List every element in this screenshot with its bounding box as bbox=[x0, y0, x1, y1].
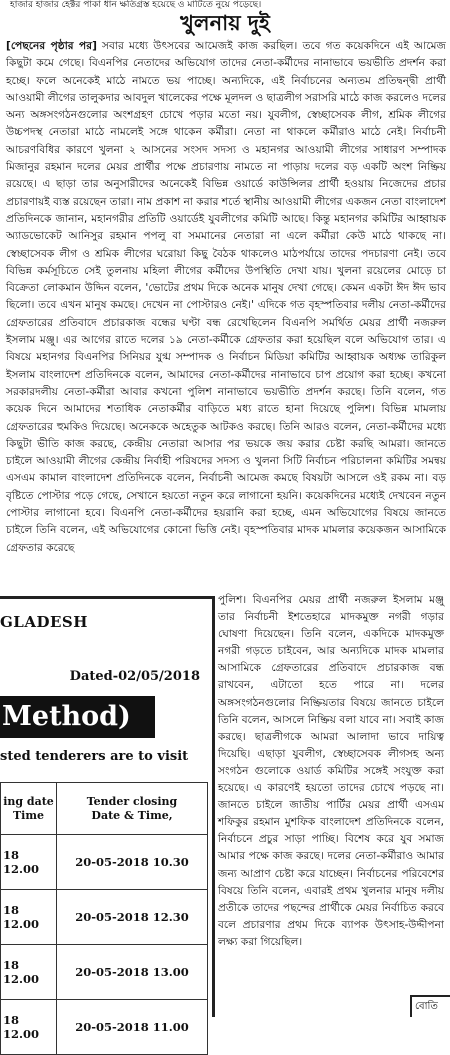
article-paragraph: পুলিশ। বিএনপির মেয়র প্রার্থী নজরুল ইসলাম মঞ্জু তার নির্বাচনী ইশতেহারে মাদকমুক্ত নগরী গড়ার ঘোষণা দিয়েছেন। তিনি বলেন, একদিকে মাদকমুক্ত নগরী গড়তে চাইবেন, আর অন্যদিকে মাদক মামলার আসামিকে গ্রেফতারের প্রতিবাদে প্রচারকাজ বন্ধ রাখবেন, এটাতো হতে পারে না। দলের অঙ্গসংগঠনগুলোর নিষ্ক্রিয়তার বিষয়ে জানতে চাইলে তিনি বলেন, আসলে নিষ্ক্রিয় বলা যাবে না। সবাই কাজ করছে। ছাত্রলীগকে আমরা আলাদা ভাবে দায়িত্ব দিয়েছি। এছাড়া যুবলীগ, স্বেচ্ছাসেবক লীগসহ অন্য সংগঠন গুলোকে ওয়ার্ড কমিটির সঙ্গেই সংযুক্ত করা হয়েছে। এ কারণেই হয়তো তাদের চোখে পড়ছে না। জানতে চাইলে জাতীয় পার্টির মেয়র প্রার্থী এসএম শফিকুর রহমান মুশফিক বাংলাদেশ প্রতিদিনকে বলেন, নির্বাচনে প্রচুর সাড়া পাচ্ছি। বিশেষ করে যুব সমাজ আমার পক্ষে কাজ করছে। দলের নেতা-কর্মীরাও আমার জন্য আপ্রাণ চেষ্টা করে যাচ্ছেন। নির্বাচনের পরিবেশের বিষয়ে তিনি বলেন, এবারই প্রথম খুলনার মানুষ দলীয় প্রতীকে তাদের পছন্দের প্রার্থীকে মেয়র নির্বাচিত করবে বলে প্রচারণার প্রথম দিকে ব্যাপক উৎসাহ-উদ্দীপনা লক্ষ্য করা গিয়েছিল। bbox=[218, 594, 444, 948]
tender-schedule-table bbox=[0, 782, 208, 1055]
closing-time-cell: 20-05-2018 13.00 bbox=[57, 945, 208, 1000]
closing-time-cell: 20-05-2018 12.30 bbox=[57, 890, 208, 945]
article-paragraph bbox=[6, 38, 446, 557]
closing-date-header: Tender closing Date & Time, bbox=[57, 783, 208, 835]
method-banner: Method) bbox=[0, 696, 155, 738]
article-body-right bbox=[218, 592, 444, 1017]
article-text: সবার মধ্যে উৎসবের আমেজই কাজ করছিল। তবে গত কয়েকদিনে এই আমেজ কিছুটা কমে গেছে। বিএনপির নেতাদের অভিযোগ তাদের নেতা-কর্মীদের নানাভাবে ভয়ভীতি প্রদর্শন করা হচ্ছে। ফলে অনেকেই মাঠে নামতে ভয় পাচ্ছে। অন্যদিকে, এই নির্বাচনের অন্যতম প্রতিদ্বন্দ্বী প্রার্থী আওয়ামী লীগের তালুকদার আবদুল খালেকের পক্ষে মূলদল ও ছাত্রলীগ সরাসরি মাঠে কাজ করলেও দলের অন্য অঙ্গসংগঠনগুলোর অংশগ্রহণ চোখে পড়ার মতো নয়। যুবলীগ, স্বেচ্ছাসেবক লীগ, শ্রমিক লীগের উচ্চপদস্থ নেতারা মাঠে নামলেই সঙ্গে থাকেন কর্মীরা। নেতা না থাকলে কর্মীরাও মাঠে নেই। নির্বাচনী আচরণবিধির কারণে খুলনা ২ আসনের সংসদ সদস্য ও মহানগর আওয়ামী লীগের সাধারণ সম্পাদক মিজানুর রহমান দলের মেয়র প্রার্থীর পক্ষে প্রচারণায় নামতে না পাড়ায় দলের বড় একটি অংশ নিষ্ক্রিয় রয়েছে। এ ছাড়া তার অনুসারীদের অনেকেই বিভিন্ন ওয়ার্ডে কাউন্সিলর প্রার্থী হওয়ায় নিজেদের প্রচার প্রচারণায়ই ব্যস্ত রয়েছেন তারা। নাম প্রকাশ না করার শর্তে স্থানীয় আওয়ামী লীগের একজন নেতা বাংলাদেশ প্রতিদিনকে জানান, মহানগরীর প্রতিটি ওয়ার্ডেই যুবলীগের কমিটি আছে। কিন্তু মহানগর কমিটির আহ্বায়ক অ্যাডভোকেট আনিসুর রহমান পপলু বা সমমানের নেতারা না এলে কর্মীরা কেউ মাঠে থাকছে না। স্বেচ্ছাসেবক লীগ ও শ্রমিক লীগের ঘরোয়া কিছু বৈঠক থাকলেও মাঠপর্যায়ে তাদের পদচারণা নেই। তবে বিভিন্ন কর্মসূচিতে সেই তুলনায় মহিলা লীগের কর্মীদের উপস্থিতি দেখা যায়। খুলনা রয়েলের মোড়ে চা বিক্রেতা লোকমান উদ্দিন বলেন, 'ভোটের প্রথম দিকে অনেক মানুষ দেখা গেছে। কেমন একটা ঈদ ঈদ ভাব ছিলো। তবে এখন মানুষ কমছে। দেখেন না পোস্টারও নেই।' এদিকে গত বৃহস্পতিবার দলীয় নেতা-কর্মীদের গ্রেফতারের প্রতিবাদে প্রচারকাজ বন্ধের ঘণ্টা বন্ধ রেখেছিলেন বিএনপি সমর্থিত মেয়র প্রার্থী নজরুল ইসলাম মঞ্জু। এর আগের রাতে দলের ১৯ নেতা-কর্মীকে গ্রেফতার করা হয়েছিল বলে অভিযোগ তার। এ বিষয়ে মহানগর বিএনপির সিনিয়র যুগ্ম সম্পাদক ও নির্বাচন মিডিয়া কমিটির আহ্বায়ক অধ্যক্ষ তারিকুল ইসলাম বাংলাদেশ প্রতিদিনকে বলেন, আমাদের নেতা-কর্মীদের নানাভাবে চাপ প্রয়োগ করা হচ্ছে। কখনো সরকারদলীয় নেতা-কর্মীরা আবার কখনো পুলিশ নানাভাবে ভয়ভীতি প্রদর্শন করছে। তিনি বলেন, গত কয়েক দিনে আমাদের শতাধিক নেতাকর্মীর বাড়িতে মধ্য রাতে হানা দিয়েছে পুলিশ। বিভিন্ন মামলায় গ্রেফতারের হুমকিও দিয়েছে। অনেককে অহেতুক আটকও করছে। তিনি আরও বলেন, নেতা-কর্মীদের মধ্যে কিছুটা ভীতি কাজ করছে, কেন্দ্রীয় নেতারা আসার পর ভয়কে জয় করার চেষ্টা করছি আমরা। জানতে চাইলে আওয়ামী লীগের কেন্দ্রীয় নির্বাহী পরিষদের সদস্য ও খুলনা সিটি নির্বাচন পরিচালনা কমিটির সমন্বয় এসএম কামাল বাংলাদেশ প্রতিদিনকে বলেন, নির্বাচনী আমেজ কমছে বিষয়টা আসলে ওই রকম না। বড় বৃষ্টিতে পোস্টার পড়ে গেছে, সেখানে হয়তো নতুন করে লাগানো হয়নি। কয়েকদিনের মধ্যেই দেখবেন নতুন পোস্টার লাগানো হবে। বিএনপি নেতা-কর্মীদের হয়রানি করা হচ্ছে, এমন অভিযোগের বিষয়ে জানতে চাইলে তিনি বলেন, এই অভিযোগের কোনো ভিত্তি নেই। বৃহস্পতিবার মাদক মামলার কয়েকজন আসামিকে গ্রেফতার করেছে bbox=[6, 40, 447, 554]
previous-article-tail: হাজার হাজার হেক্টর পাকা ধান ক্ষতিগ্রস্ত হয়েছে ও মাটিতে নুয়ে পড়েছে। bbox=[10, 0, 262, 10]
continuation-tag: [পেছনের পৃষ্ঠার পর] bbox=[6, 40, 97, 52]
table-header-row bbox=[1, 783, 208, 835]
closing-time-cell: 20-05-2018 11.00 bbox=[57, 1000, 208, 1055]
selling-time-cell: 18 12.00 bbox=[1, 835, 57, 890]
table-row bbox=[1, 835, 208, 890]
selling-time-cell: 18 12.00 bbox=[1, 890, 57, 945]
article-headline: খুলনায় দুই bbox=[180, 11, 270, 35]
closing-time-cell: 20-05-2018 10.30 bbox=[57, 835, 208, 890]
article-body-top bbox=[6, 38, 446, 591]
table-row bbox=[1, 945, 208, 1000]
tender-notice bbox=[0, 596, 215, 1041]
notice-title: GLADESH bbox=[0, 613, 88, 631]
notice-date: Dated-02/05/2018 bbox=[69, 669, 200, 684]
table-row bbox=[1, 890, 208, 945]
selling-time-cell: 18 12.00 bbox=[1, 1000, 57, 1055]
next-article-corner: বোতি bbox=[410, 995, 450, 1017]
selling-time-cell: 18 12.00 bbox=[1, 945, 57, 1000]
table-row bbox=[1, 1000, 208, 1055]
selling-date-header: ing date Time bbox=[1, 783, 57, 835]
notice-instruction: sted tenderers are to visit bbox=[0, 749, 189, 764]
